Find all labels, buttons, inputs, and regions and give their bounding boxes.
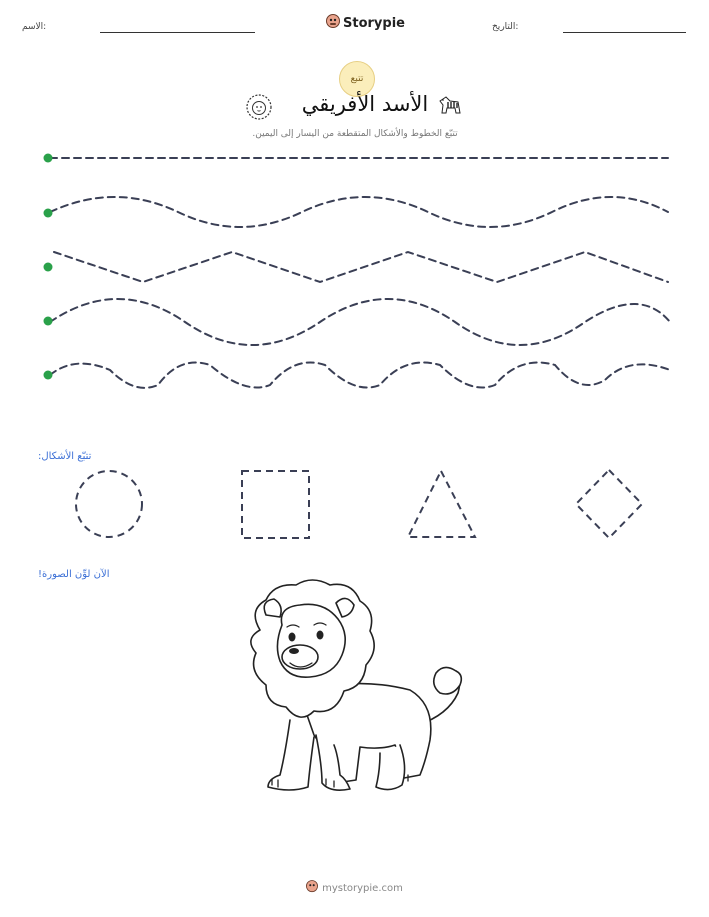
start-dot-1	[44, 154, 53, 163]
footer	[0, 880, 709, 896]
dashed-circle	[76, 471, 142, 537]
shapes-row	[0, 460, 709, 550]
instructions: تتبّع الخطوط والأشكال المتقطعة من اليسار إلى اليمين.	[252, 129, 458, 139]
start-dot-5	[44, 371, 53, 380]
name-label: الاسم:	[22, 22, 47, 32]
tracing-line-zigzag	[54, 252, 668, 282]
dashed-triangle	[408, 471, 475, 537]
tracing-line-wave-3	[50, 363, 670, 388]
brand-name: Storypie	[343, 16, 405, 31]
dashed-diamond	[576, 470, 642, 538]
page-title: الأسد الأفريقي	[301, 92, 429, 116]
trace-badge: تتبع	[339, 61, 375, 97]
footer-url[interactable]: mystorypie.com	[322, 882, 403, 894]
storypie-footer-logo-icon	[306, 880, 318, 896]
start-dot-2	[44, 209, 53, 218]
tracing-line-wave-2	[50, 299, 670, 345]
shapes-section-label: تتبّع الأشكال:	[38, 451, 92, 462]
lion-coloring-image	[230, 575, 480, 805]
start-dot-3	[44, 263, 53, 272]
tracing-lines	[0, 0, 709, 400]
start-dot-4	[44, 317, 53, 326]
tracing-line-wave-1	[50, 197, 668, 227]
dashed-square	[242, 471, 309, 538]
coloring-section-label: الآن لوِّن الصورة!	[38, 569, 110, 580]
date-label: التاريخ:	[492, 22, 519, 32]
